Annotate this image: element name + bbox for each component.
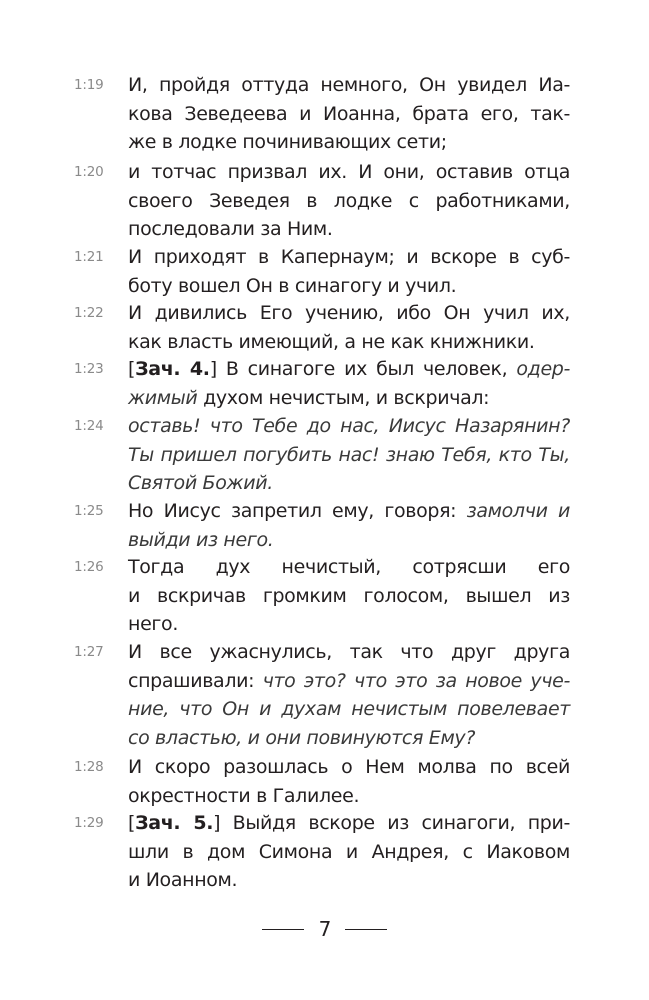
verse-text — [128, 553, 570, 639]
verse-line — [128, 610, 570, 639]
verse-number: 1:20 — [74, 164, 104, 180]
verse-text — [128, 243, 570, 300]
verse-line — [128, 782, 570, 811]
italic-text: одер- — [516, 358, 571, 380]
verse-text — [128, 71, 570, 157]
verse-line — [128, 128, 570, 157]
reading-marker: Зач. 5. — [135, 812, 214, 834]
verse-line — [128, 469, 570, 498]
italic-text: замолчи и — [466, 500, 570, 522]
footer-rule-left — [262, 929, 304, 930]
reading-marker: Зач. 4. — [135, 358, 210, 380]
text-run: же в лодке починивающих сети; — [128, 131, 447, 153]
verse-text — [128, 412, 570, 498]
text-run: него. — [128, 613, 179, 635]
text-run: ] Выйдя вскоре из синагоги, при- — [213, 812, 570, 834]
verse-line — [128, 695, 570, 724]
text-run: и вскричав громким голосом, вышел из — [128, 584, 570, 607]
italic-text: ние, что Он и духам нечистым повелевает — [128, 698, 570, 720]
verse-line — [128, 441, 570, 470]
verse-number: 1:25 — [74, 503, 104, 519]
text-run: и Иоанном. — [128, 869, 238, 891]
verse-line — [128, 724, 570, 753]
footer-rule-right — [345, 929, 387, 930]
verse-line — [128, 526, 570, 555]
italic-text: жимый — [128, 386, 198, 409]
verse-line — [128, 328, 570, 357]
verse-number: 1:24 — [74, 418, 104, 434]
page-footer — [0, 914, 649, 944]
verse-line — [128, 553, 570, 582]
verse-number: 1:21 — [74, 249, 104, 265]
italic-text: выйди из него. — [128, 528, 274, 551]
verse-line — [128, 355, 570, 384]
italic-text: оставь! что Тебе до нас, Иисус Назарянин? — [128, 415, 570, 437]
verse-line — [128, 412, 570, 441]
verse-number: 1:29 — [74, 815, 104, 831]
verse-line — [128, 71, 570, 100]
text-run: духом нечистым, и вскричал: — [197, 386, 490, 409]
verse-line — [128, 809, 570, 838]
verse-line — [128, 243, 570, 272]
text-run: [ — [128, 812, 136, 834]
page-number: 7 — [318, 917, 332, 941]
text-run: последовали за Ним. — [128, 218, 333, 240]
text-run: Но Иисус запретил ему, говоря: — [128, 500, 467, 522]
text-run: как власть имеющий, а не как книжники. — [128, 330, 535, 353]
verse-line — [128, 272, 570, 301]
italic-text: что это? что это за новое уче- — [262, 669, 571, 692]
verse-text — [128, 753, 570, 810]
italic-text: Ты пришел погубить нас! знаю Тебя, кто Ты, — [128, 443, 570, 466]
verse-text — [128, 497, 570, 554]
verse-number: 1:28 — [74, 759, 104, 775]
verse-text — [128, 809, 570, 895]
verse-text — [128, 299, 570, 356]
text-run: И приходят в Капернаум; и вскоре в суб- — [128, 246, 570, 268]
text-run: Тогда дух нечистый, сотрясши его — [128, 556, 570, 578]
verse-number: 1:23 — [74, 361, 104, 377]
verse-line — [128, 100, 570, 129]
verse-number: 1:19 — [74, 77, 104, 93]
text-run: кова Зеведеева и Иоанна, брата его, так- — [128, 102, 570, 125]
text-run: И скоро разошлась о Нем молва по всей — [128, 756, 570, 778]
italic-text: со властью, и они повинуются Ему? — [128, 726, 476, 749]
verse-line — [128, 299, 570, 328]
verse-line — [128, 667, 570, 696]
text-run: шли в дом Симона и Андрея, с Иаковом — [128, 840, 570, 863]
verse-line — [128, 497, 570, 526]
text-run: спрашивали: — [128, 669, 263, 692]
text-run: И все ужаснулись, так что друг друга — [128, 641, 570, 663]
verse-number: 1:26 — [74, 559, 104, 575]
verse-line — [128, 866, 570, 895]
verse-line — [128, 582, 570, 611]
verse-line — [128, 158, 570, 187]
verse-line — [128, 384, 570, 413]
text-run: И дивились Его учению, ибо Он учил их, — [128, 302, 570, 324]
verse-number: 1:22 — [74, 305, 104, 321]
text-run: ] В синагоге их был человек, — [209, 358, 517, 380]
verse-line — [128, 187, 570, 216]
text-run: и тотчас призвал их. И они, оставив отца — [128, 161, 570, 183]
text-run: И, пройдя оттуда немного, Он увидел Иа- — [128, 74, 570, 96]
text-run: своего Зеведея в лодке с работниками, — [128, 189, 570, 212]
text-run: окрестности в Галилее. — [128, 784, 360, 807]
text-run: боту вошел Он в синагогу и учил. — [128, 274, 457, 297]
verse-number: 1:27 — [74, 644, 104, 660]
verse-text — [128, 355, 570, 412]
verse-text — [128, 638, 570, 752]
italic-text: Святой Божий. — [128, 472, 273, 494]
verse-line — [128, 215, 570, 244]
verse-line — [128, 753, 570, 782]
verse-text — [128, 158, 570, 244]
verse-line — [128, 638, 570, 667]
verse-line — [128, 838, 570, 867]
text-run: [ — [128, 358, 136, 380]
